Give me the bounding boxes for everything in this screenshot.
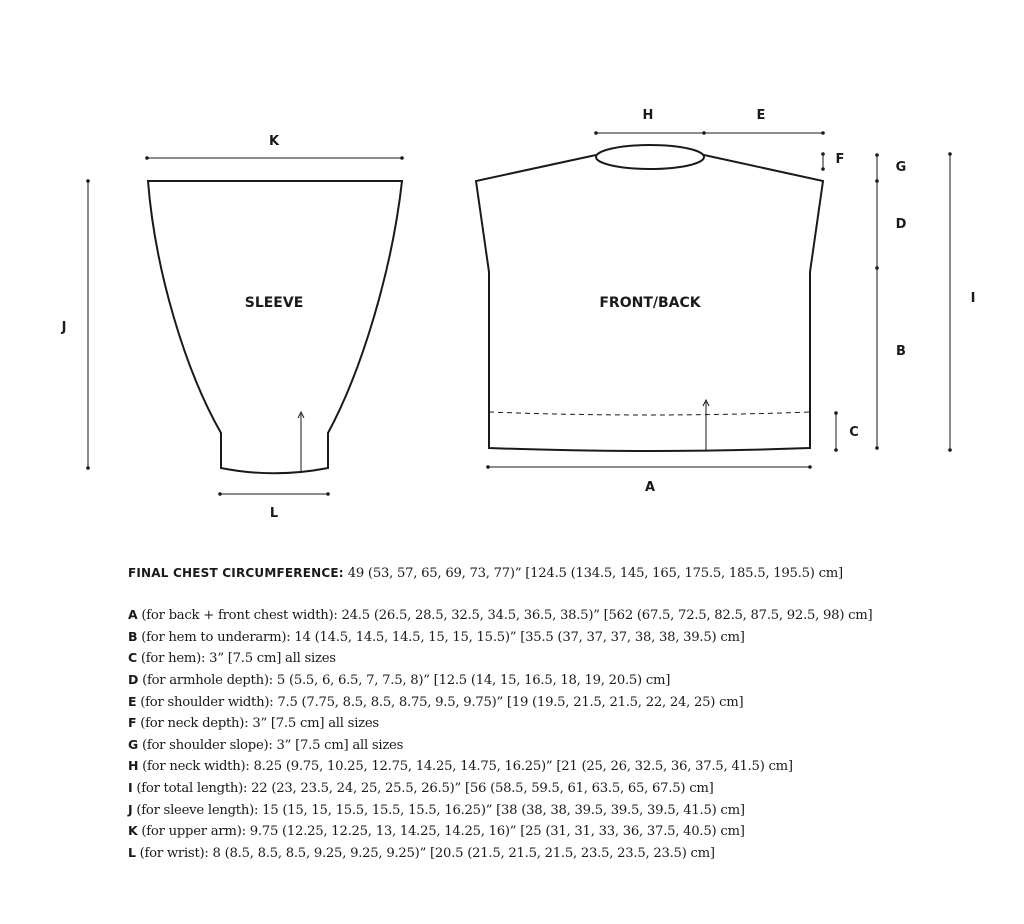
dimension-g (875, 153, 906, 183)
hem-fold-line (489, 412, 810, 415)
label-e: E (756, 108, 766, 123)
dimension-c (834, 411, 859, 452)
label-b: B (896, 344, 906, 359)
dimension-i (948, 152, 975, 452)
measurement-h: H (for neck width): 8.25 (9.75, 10.25, 12.75, 14.25, 14.75, 16.25)” [21 (25, 26, 32.5, 36, 37.5, 41.5) cm] (128, 758, 793, 775)
measurement-j: J (for sleeve length): 15 (15, 15, 15.5, 15.5, 15.5, 16.25)” [38 (38, 38, 39.5, 39.5, 39.5, 41.5) cm] (128, 801, 745, 818)
measurements-list (128, 563, 1008, 864)
body-piece (476, 145, 823, 451)
label-c: C (849, 425, 859, 440)
sleeve-piece (148, 181, 402, 473)
dimension-h (594, 108, 706, 135)
measurement-d: D (for armhole depth): 5 (5.5, 6, 6.5, 7, 7.5, 8)” [12.5 (14, 15, 16.5, 18, 19, 20.5) cm] (128, 671, 671, 688)
label-f: F (835, 152, 845, 167)
dimension-a (486, 465, 812, 495)
dimension-k (145, 134, 404, 160)
label-d: D (895, 217, 907, 232)
measurement-f: F (for neck depth): 3” [7.5 cm] all sizes (128, 715, 379, 732)
chest-label: FINAL CHEST CIRCUMFERENCE: (128, 566, 344, 580)
measurement-b: B (for hem to underarm): 14 (14.5, 14.5, 14.5, 15, 15, 15.5)” [35.5 (37, 37, 37, 38, 38, 39.5) cm] (128, 628, 745, 645)
dimension-j (61, 179, 90, 470)
label-l: L (269, 506, 279, 521)
measurement-e: E (for shoulder width): 7.5 (7.75, 8.5, 8.5, 8.75, 9.5, 9.75)” [19 (19.5, 21.5, 21.5, 22, 24, 25) cm] (128, 693, 744, 710)
label-g: G (895, 160, 907, 175)
dimension-l (218, 492, 330, 521)
label-k: K (268, 134, 280, 149)
dimension-f (821, 152, 844, 171)
label-j: J (61, 320, 67, 335)
dimension-b (875, 268, 906, 450)
measurement-i: I (for total length): 22 (23, 23.5, 24, 25, 25.5, 26.5)” [56 (58.5, 59.5, 61, 63.5, 65, 67.5) cm] (128, 779, 714, 796)
dimension-e (704, 108, 825, 135)
neck-opening (596, 145, 704, 169)
body-title: FRONT/BACK (599, 295, 701, 311)
chest-value: 49 (53, 57, 65, 69, 73, 77)” [124.5 (134.5, 145, 165, 175.5, 185.5, 195.5) cm] (343, 566, 843, 581)
label-i: I (970, 291, 976, 306)
measurement-g: G (for shoulder slope): 3” [7.5 cm] all sizes (128, 736, 404, 753)
measurement-k: K (for upper arm): 9.75 (12.25, 12.25, 13, 14.25, 14.25, 16)” [25 (31, 31, 33, 36, 37.5, 40.5) cm] (128, 823, 745, 840)
label-a: A (644, 480, 656, 495)
dimension-d (875, 181, 906, 270)
measurement-c: C (for hem): 3” [7.5 cm] all sizes (128, 650, 336, 667)
sleeve-title: SLEEVE (244, 295, 304, 311)
label-h: H (642, 108, 654, 123)
chest-circumference (128, 563, 1008, 585)
measurement-a: A (for back + front chest width): 24.5 (26.5, 28.5, 32.5, 34.5, 36.5, 38.5)” [562 (67.5, 72.5, 82.5, 87.5, 92.5, 98) cm] (128, 607, 873, 624)
measurement-l: L (for wrist): 8 (8.5, 8.5, 8.5, 9.25, 9.25, 9.25)” [20.5 (21.5, 21.5, 21.5, 23.5, 23.5, 23.5) cm] (128, 844, 715, 861)
sleeve-outline (148, 181, 402, 473)
